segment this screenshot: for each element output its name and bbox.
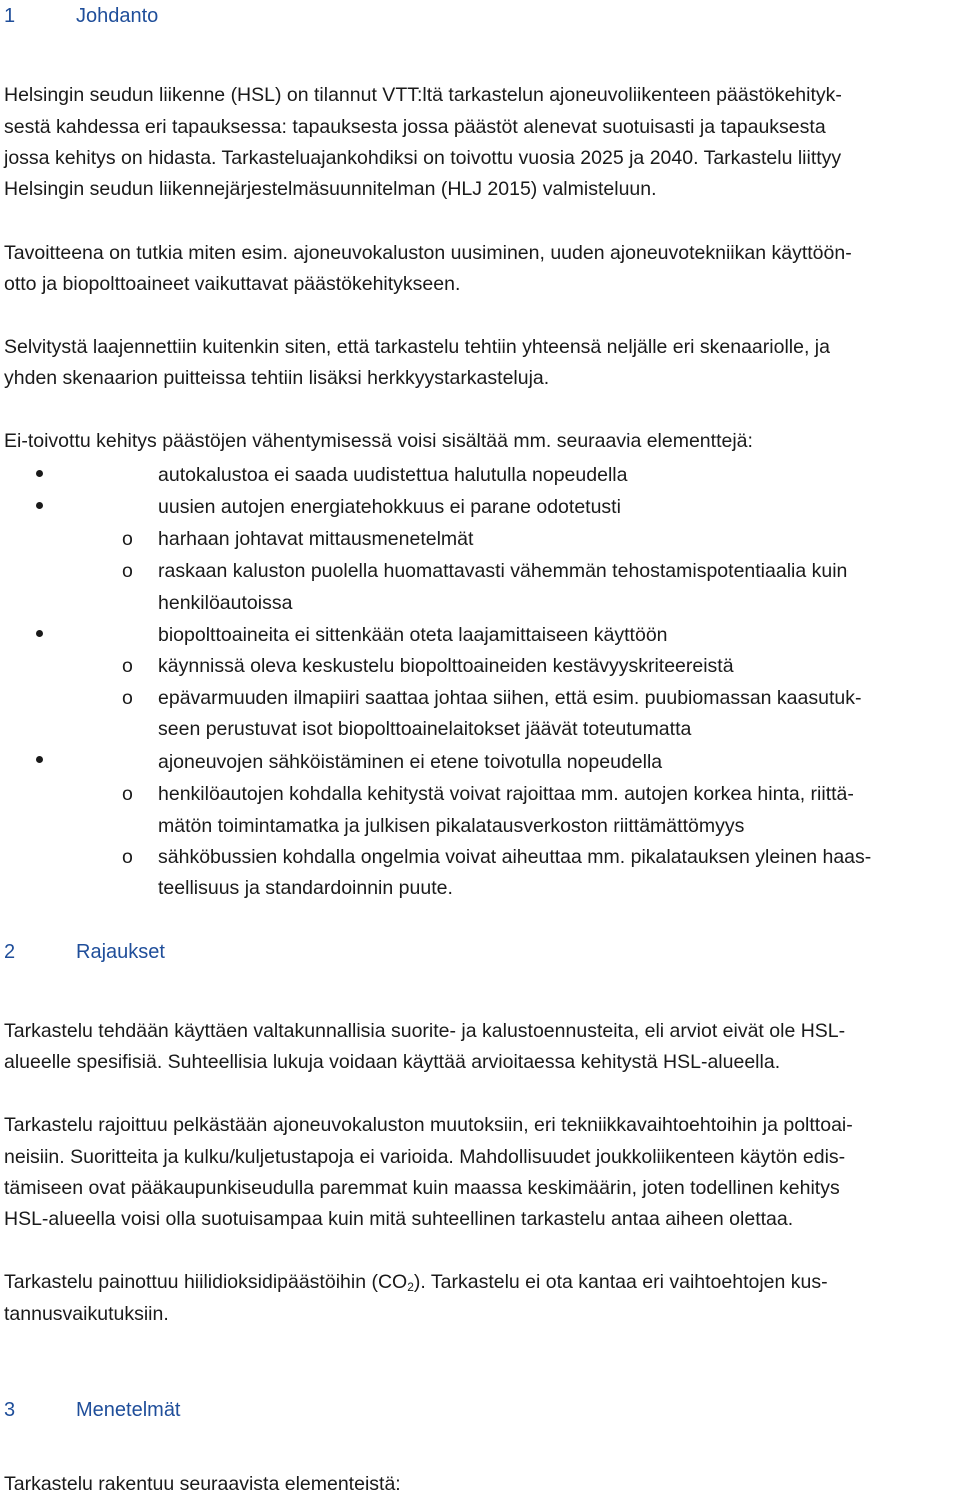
paragraph-line: Selvitystä laajennettiin kuitenkin siten, että tarkastelu tehtiin yhteensä neljälle eri skenaariolle, ja bbox=[4, 336, 830, 358]
section-number: 1 bbox=[4, 5, 16, 27]
sub-bullet-icon: o bbox=[122, 655, 133, 677]
section-title: Johdanto bbox=[76, 5, 159, 27]
bullet-icon bbox=[36, 470, 43, 477]
text-run: ). Tarkastelu ei ota kantaa eri vaihtoehtojen kus- bbox=[413, 1271, 828, 1293]
paragraph-line: jossa kehitys on hidasta. Tarkasteluajankohdiksi on toivottu vuosia 2025 ja 2040. Tarkastelu liittyy bbox=[4, 147, 842, 169]
bullet-icon bbox=[36, 756, 43, 763]
section-number: 2 bbox=[4, 941, 16, 963]
section-title: Rajaukset bbox=[76, 941, 165, 963]
paragraph-line: yhden skenaarion puitteissa tehtiin lisäksi herkkyystarkasteluja. bbox=[4, 367, 550, 389]
bullet-icon bbox=[36, 630, 43, 637]
paragraph-line: Tavoitteena on tutkia miten esim. ajoneuvokaluston uusiminen, uuden ajoneuvotekniikan käyttöön- bbox=[4, 242, 852, 264]
list-item: autokalustoa ei saada uudistettua halutulla nopeudella bbox=[158, 464, 628, 486]
subscript: 2 bbox=[407, 1280, 414, 1294]
sub-bullet-icon: o bbox=[122, 560, 133, 582]
sub-bullet-icon: o bbox=[122, 687, 133, 709]
paragraph-line: otto ja biopolttoaineet vaikuttavat päästökehitykseen. bbox=[4, 273, 461, 295]
paragraph-line: neisiin. Suoritteita ja kulku/kuljetustapoja ei varioida. Mahdollisuudet joukkoliikenteen käytön edis- bbox=[4, 1146, 846, 1168]
paragraph-line: sestä kahdessa eri tapauksessa: tapauksesta jossa päästöt alenevat suotuisasti ja tapauksesta bbox=[4, 116, 826, 138]
sub-list-item-cont: seen perustuvat isot biopolttoainelaitokset jäävät toteutumatta bbox=[158, 718, 692, 740]
section-2-heading bbox=[4, 941, 165, 964]
section-title: Menetelmät bbox=[76, 1399, 181, 1421]
paragraph-line: HSL-alueella voisi olla suotuisampaa kuin mitä suhteellinen tarkastelu antaa aiheen olettaa. bbox=[4, 1208, 794, 1230]
list-item: ajoneuvojen sähköistäminen ei etene toivotulla nopeudella bbox=[158, 751, 663, 773]
sub-list-item-cont: teellisuus ja standardoinnin puute. bbox=[158, 877, 453, 899]
sub-list-item-cont: henkilöautoissa bbox=[158, 592, 293, 614]
paragraph-line: Helsingin seudun liikennejärjestelmäsuunnitelman (HLJ 2015) valmisteluun. bbox=[4, 178, 657, 200]
paragraph-line: Ei-toivottu kehitys päästöjen vähentymisessä voisi sisältää mm. seuraavia elementtejä: bbox=[4, 430, 753, 452]
list-item: biopolttoaineita ei sittenkään oteta laajamittaiseen käyttöön bbox=[158, 624, 668, 646]
paragraph-line: alueelle spesifisiä. Suhteellisia lukuja voidaan käyttää arvioitaessa kehitystä HSL-alueella. bbox=[4, 1051, 781, 1073]
paragraph-line: tannusvaikutuksiin. bbox=[4, 1303, 169, 1325]
paragraph-line: Tarkastelu tehdään käyttäen valtakunnallisia suorite- ja kalustoennusteita, eli arviot eivät ole HSL- bbox=[4, 1020, 846, 1042]
sub-list-item: henkilöautojen kohdalla kehitystä voivat rajoittaa mm. autojen korkea hinta, riittä- bbox=[158, 783, 854, 805]
sub-list-item: epävarmuuden ilmapiiri saattaa johtaa siihen, että esim. puubiomassan kaasutuk- bbox=[158, 687, 862, 709]
paragraph-line bbox=[4, 1273, 828, 1293]
sub-list-item: sähköbussien kohdalla ongelmia voivat aiheuttaa mm. pikalatauksen yleinen haas- bbox=[158, 846, 872, 868]
list-item: uusien autojen energiatehokkuus ei parane odotetusti bbox=[158, 496, 621, 518]
sub-list-item: raskaan kaluston puolella huomattavasti vähemmän tehostamispotentiaalia kuin bbox=[158, 560, 848, 582]
paragraph-line: Tarkastelu rajoittuu pelkästään ajoneuvokaluston muutoksiin, eri tekniikkavaihtoehtoihin ja polttoai- bbox=[4, 1114, 853, 1136]
text-run: Tarkastelu painottuu hiilidioksidipäästöihin (CO bbox=[4, 1271, 408, 1293]
sub-bullet-icon: o bbox=[122, 846, 133, 868]
sub-bullet-icon: o bbox=[122, 783, 133, 805]
sub-bullet-icon: o bbox=[122, 528, 133, 550]
sub-list-item: harhaan johtavat mittausmenetelmät bbox=[158, 528, 474, 550]
paragraph-line: Helsingin seudun liikenne (HSL) on tilannut VTT:ltä tarkastelun ajoneuvoliikenteen päästökehityk- bbox=[4, 84, 842, 106]
paragraph-line: Tarkastelu rakentuu seuraavista elementeistä: bbox=[4, 1473, 401, 1495]
paragraph-line: tämiseen ovat pääkaupunkiseudulla paremmat kuin maassa keskimäärin, joten todellinen kehitys bbox=[4, 1177, 840, 1199]
section-3-heading bbox=[4, 1399, 181, 1422]
sub-list-item-cont: mätön toimintamatka ja julkisen pikalatausverkoston riittämättömyys bbox=[158, 815, 745, 837]
bullet-icon bbox=[36, 502, 43, 509]
sub-list-item: käynnissä oleva keskustelu biopolttoaineiden kestävyyskriteereistä bbox=[158, 655, 734, 677]
section-number: 3 bbox=[4, 1399, 16, 1421]
section-1-heading bbox=[4, 5, 158, 28]
